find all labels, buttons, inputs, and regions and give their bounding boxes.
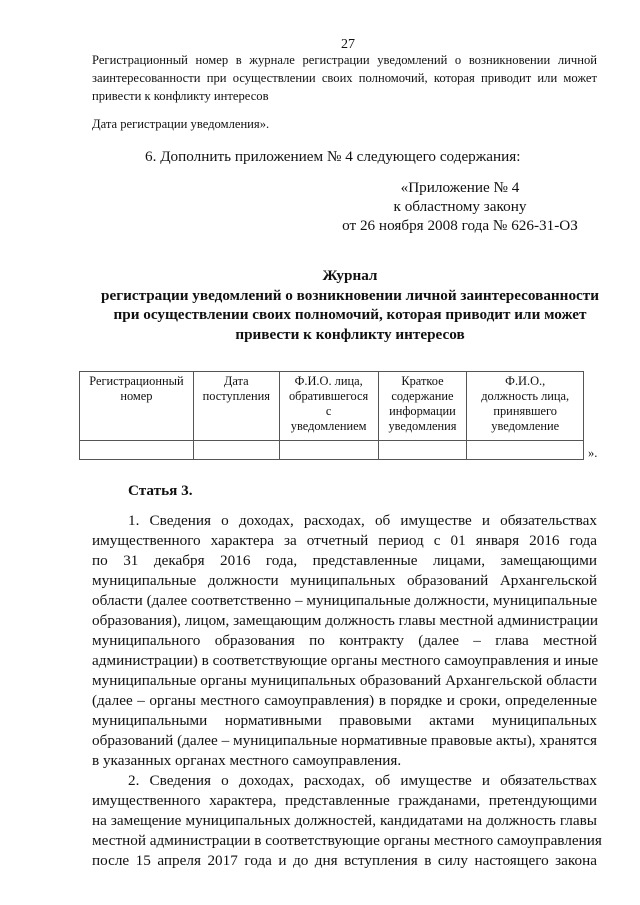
article-line: имущественного характера за отчетный период с 01 января 2016 года xyxy=(92,532,597,549)
table-header-cell xyxy=(193,372,279,441)
article-line: муниципального образования по контракту (далее – глава местной xyxy=(92,632,597,649)
header-line: Краткое xyxy=(401,374,444,388)
header-line: номер xyxy=(120,389,153,403)
article-line: образований (далее – муниципальные нормативные правовые акты), хранятся xyxy=(92,732,597,749)
table-header-row xyxy=(80,372,584,441)
header-line: Регистрационный xyxy=(89,374,184,388)
article-line: 2. Сведения о доходах, расходах, об имуществе и обязательствах xyxy=(128,772,597,789)
registration-date-label: Дата регистрации уведомления». xyxy=(92,117,270,131)
header-line: принявшего xyxy=(493,404,558,418)
table-cell xyxy=(467,441,584,460)
article-line: 1. Сведения о доходах, расходах, об имуществе и обязательствах xyxy=(128,512,597,529)
table-cell xyxy=(80,441,194,460)
article-line: по 31 декабря 2016 года, представленные лицами, замещающими xyxy=(92,552,597,569)
header-line: поступления xyxy=(202,389,270,403)
table-cell xyxy=(279,441,378,460)
header-line: обратившегося xyxy=(288,389,369,403)
table-header-cell xyxy=(467,372,584,441)
table-cell xyxy=(378,441,467,460)
table-header-cell xyxy=(378,372,467,441)
article-line: образования), лицом, замещающим должность главы местной администрации xyxy=(92,612,599,629)
article-line: области (далее соответственно – муниципальные должности, муниципальные xyxy=(92,592,598,609)
journal-title xyxy=(80,266,620,344)
article-line: муниципальными нормативными правовыми актами муниципальных xyxy=(92,712,597,729)
table-row xyxy=(80,441,584,460)
header-line: Ф.И.О. лица, xyxy=(294,374,363,388)
header-line: содержание xyxy=(391,389,454,403)
paragraph-line: привести к конфликту интересов xyxy=(92,89,269,103)
table-cell xyxy=(193,441,279,460)
article-line: местной администрации в соответствующие органы местного самоуправления xyxy=(92,832,602,849)
journal-table xyxy=(79,371,584,460)
appendix-line: от 26 ноября 2008 года № 626-31-ОЗ xyxy=(342,217,578,234)
paragraph-line: заинтересованности при осуществлении своих полномочий, которая приводит или может xyxy=(92,71,597,85)
article-line: на замещение муниципальных должностей, кандидатами на должность главы xyxy=(92,812,597,829)
journal-title-line: Журнал xyxy=(322,267,378,284)
appendix-line: к областному закону xyxy=(393,198,527,215)
paragraph-line: Регистрационный номер в журнале регистрации уведомлений о возникновении личной xyxy=(92,53,597,67)
article-line: муниципальные должности муниципальных образований Архангельской xyxy=(92,572,597,589)
journal-title-line: регистрации уведомлений о возникновении личной заинтересованности xyxy=(101,286,599,304)
header-line: с xyxy=(325,404,332,418)
article-line: имущественного характера, представленные гражданами, претендующими xyxy=(92,792,597,809)
article-line: в указанных органах местного самоуправления. xyxy=(92,752,402,769)
journal-title-line: при осуществлении своих полномочий, которая приводит или может xyxy=(113,306,587,323)
article-line: после 15 апреля 2017 года и до дня вступления в силу настоящего закона xyxy=(92,852,597,869)
header-line: информации xyxy=(389,404,456,418)
table-header-cell xyxy=(80,372,194,441)
appendix-header xyxy=(340,178,580,235)
table-closing-quote: ». xyxy=(588,446,598,460)
journal-title-line: привести к конфликту интересов xyxy=(235,325,465,343)
header-line: уведомления xyxy=(388,419,457,433)
header-line: уведомление xyxy=(491,419,560,433)
page-number: 27 xyxy=(341,37,355,52)
article-title: Статья 3. xyxy=(128,482,193,499)
article-line: муниципальные органы муниципальных образований Архангельской области xyxy=(92,672,597,689)
article-line: (далее – органы местного самоуправления) в порядке и сроки, определенные xyxy=(92,692,597,709)
appendix-line: «Приложение № 4 xyxy=(400,179,520,196)
header-line: Ф.И.О., xyxy=(505,374,546,388)
header-line: Дата xyxy=(223,374,249,388)
article-line: администрации) в соответствующие органы местного самоуправления и иные xyxy=(92,652,599,669)
table-header-cell xyxy=(279,372,378,441)
item-6: 6. Дополнить приложением № 4 следующего содержания: xyxy=(145,148,521,165)
header-line: должность лица, xyxy=(481,389,570,403)
header-line: уведомлением xyxy=(290,419,367,433)
